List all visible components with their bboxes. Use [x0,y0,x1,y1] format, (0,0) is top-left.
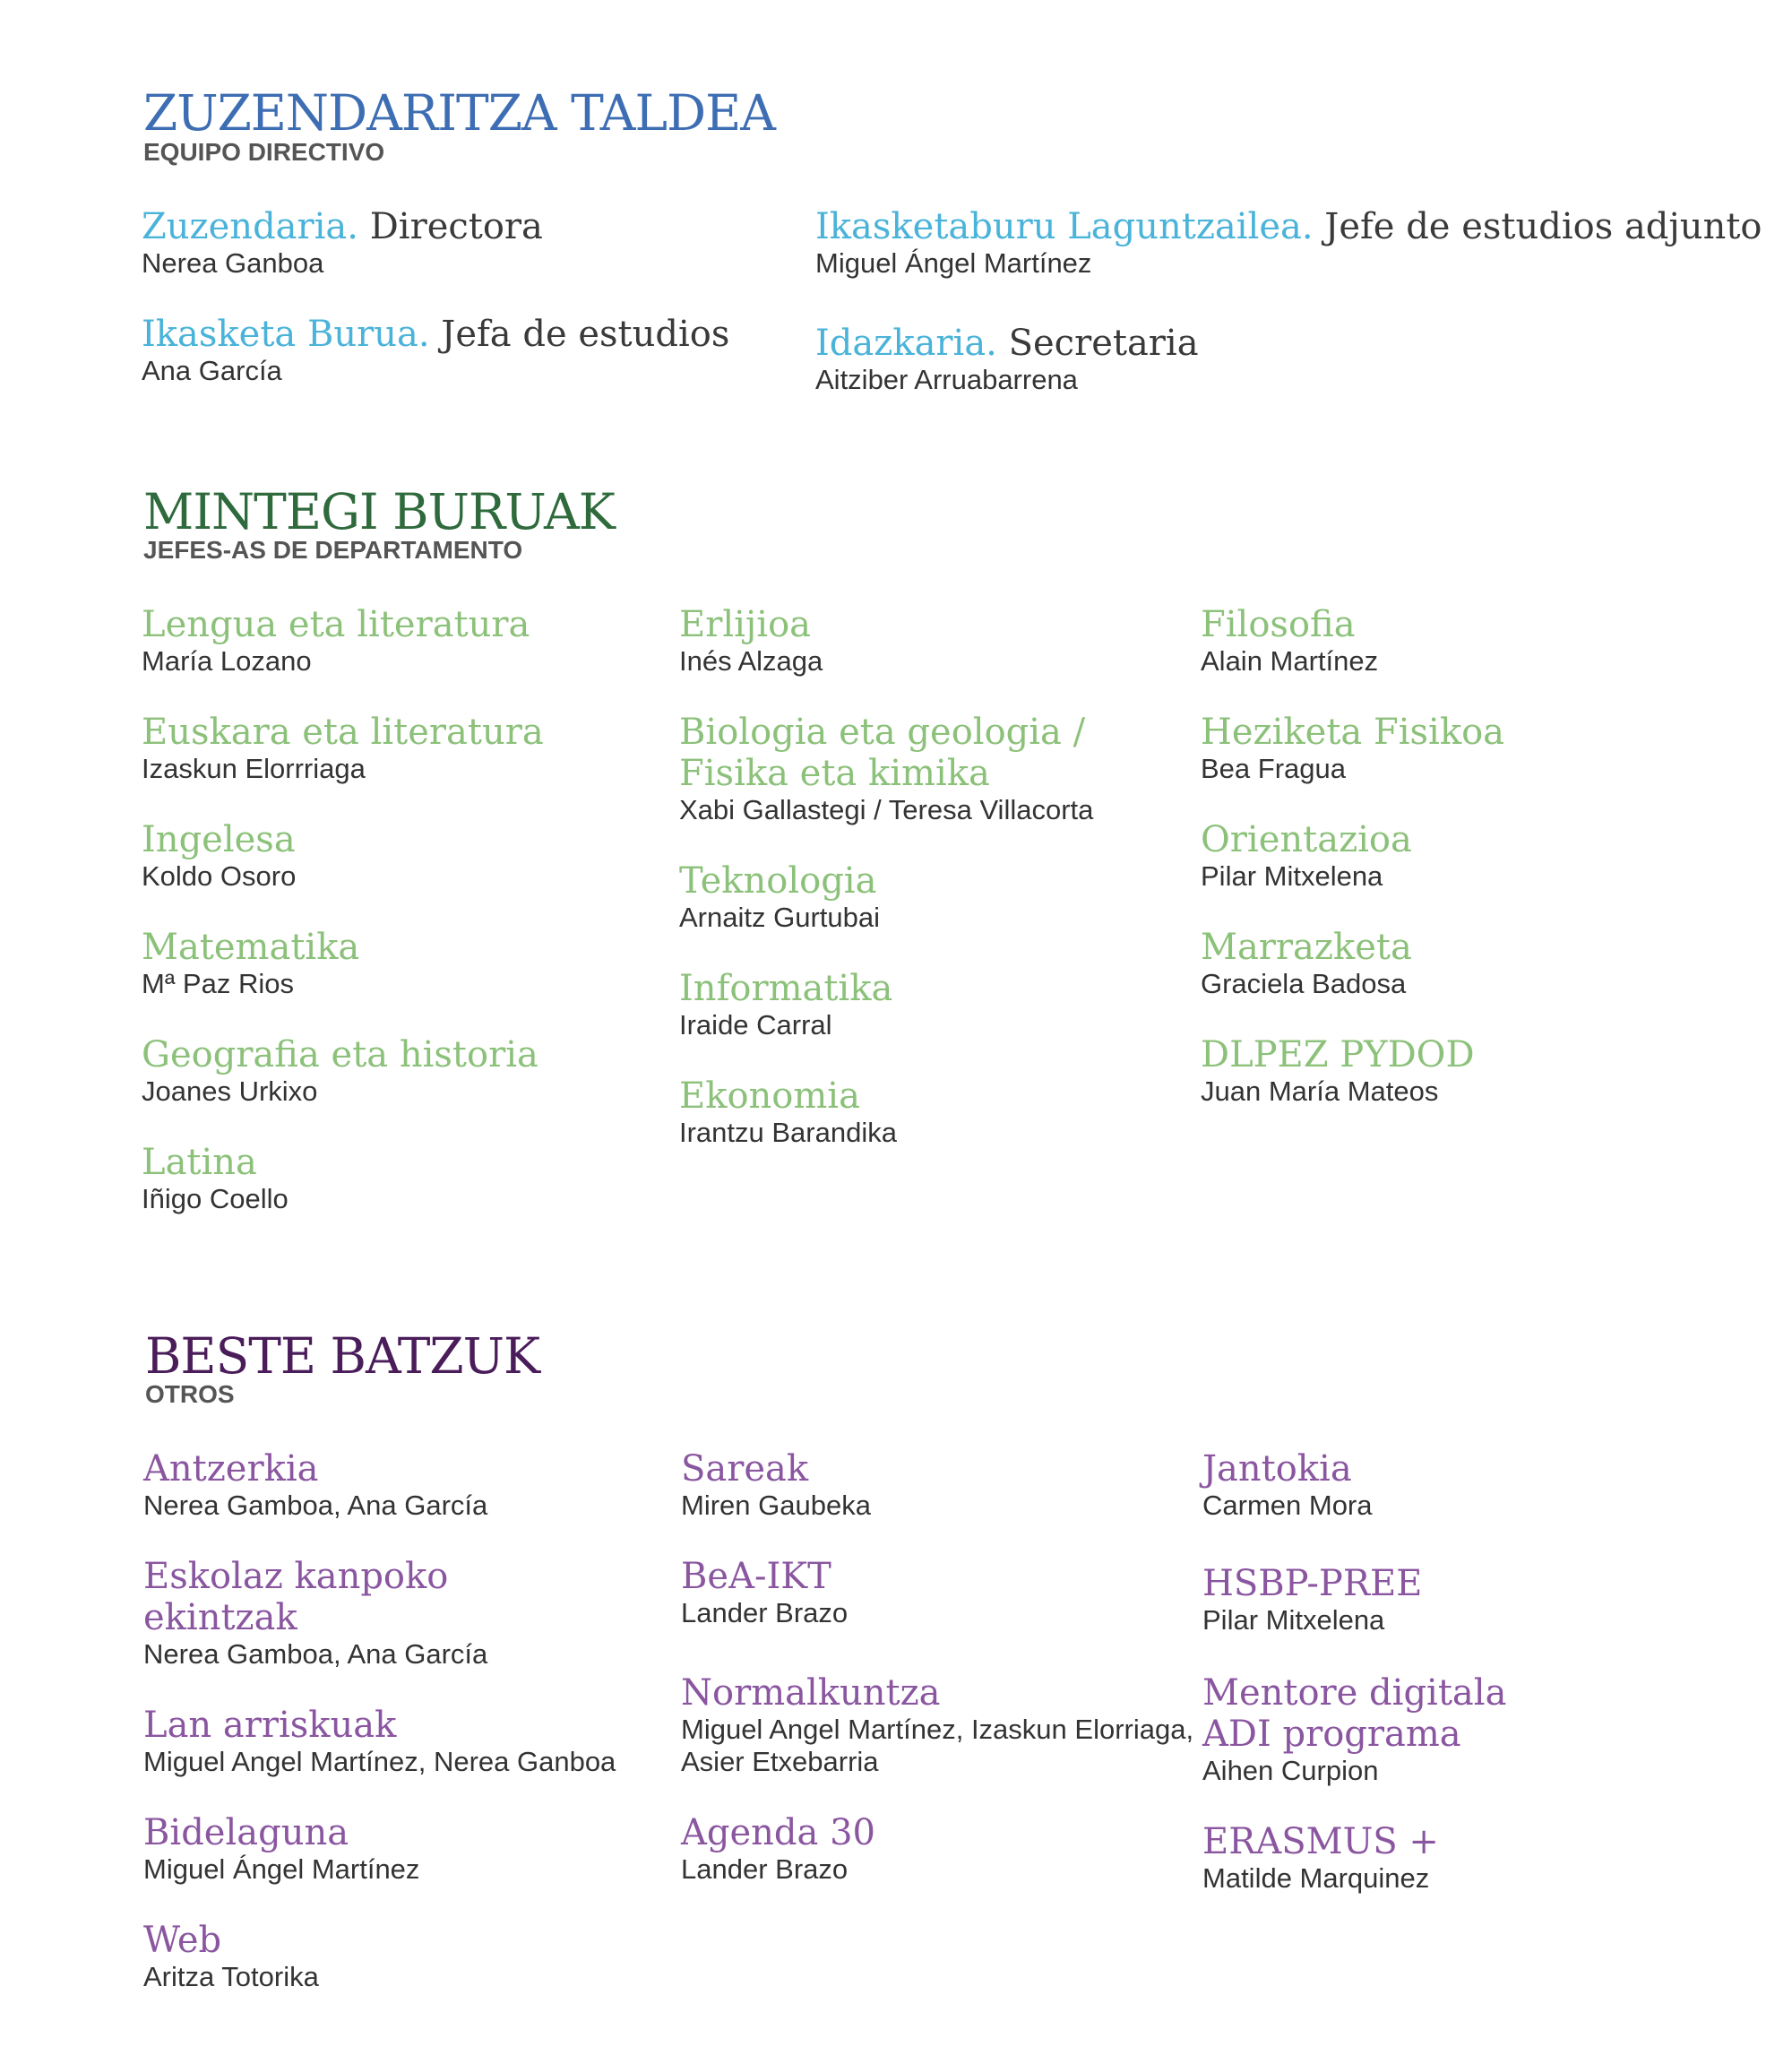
department-subject: Teknologia [679,860,877,902]
other-label: Normalkuntza [681,1672,941,1714]
role-es: Secretaria [1008,323,1199,364]
department-head: Iñigo Coello [142,1183,289,1214]
department-subject: Informatika [679,968,893,1009]
directive-item-director [142,206,543,280]
other-label: Antzerkia [143,1448,319,1490]
department-item [679,1075,897,1149]
other-label: Bidelaguna [143,1812,349,1853]
others-subtitle: OTROS [145,1380,235,1408]
other-label-line2: ekintzak [143,1597,297,1638]
department-head: Xabi Gallastegi / Teresa Villacorta [679,794,1094,825]
other-label: Eskolaz kanpoko [143,1556,449,1597]
department-subject-line2: Fisika eta kimika [679,753,990,794]
department-head: Mª Paz Rios [142,968,294,999]
other-label: Mentore digitala [1202,1672,1507,1714]
other-people: Miren Gaubeka [681,1490,871,1521]
department-head: Joanes Urkixo [142,1075,318,1107]
other-label: Web [143,1920,222,1961]
other-label-line2: ADI programa [1202,1714,1461,1755]
department-head: Bea Fragua [1201,753,1346,784]
department-subject: DLPEZ PYDOD [1201,1034,1475,1075]
other-people: Nerea Gamboa, Ana García [143,1638,488,1670]
directive-item-secretary [815,323,1199,396]
department-head: Koldo Osoro [142,860,297,892]
other-item [143,1812,419,1886]
department-item [679,604,823,678]
other-people: Lander Brazo [681,1853,849,1885]
person-name: Ana García [142,355,282,386]
department-head: Inés Alzaga [679,645,823,677]
directive-item-deputy-head [815,206,1762,280]
department-item [1201,1034,1475,1108]
department-head: Izaskun Elorrriaga [142,753,366,784]
other-label: BeA-IKT [681,1556,831,1597]
other-label: HSBP-PREE [1202,1563,1423,1604]
other-item [681,1556,848,1629]
departments-title: MINTEGI BURUAK [143,483,615,540]
departments-subtitle: JEFES-AS DE DEPARTAMENTO [143,536,523,564]
other-people-line2: Asier Etxebarria [681,1746,879,1777]
other-people: Miguel Ángel Martínez [143,1853,420,1885]
role-eu: Ikasketa Burua. [142,314,430,355]
other-item [1202,1563,1422,1637]
directive-subtitle: EQUIPO DIRECTIVO [143,138,385,166]
department-subject: Biologia eta geologia / [679,712,1086,753]
other-people: Lander Brazo [681,1597,849,1628]
department-subject: Heziketa Fisikoa [1201,712,1505,753]
other-item [143,1556,487,1671]
department-item [1201,819,1412,893]
department-subject: Lengua eta literatura [142,604,530,645]
department-head: María Lozano [142,645,312,677]
department-item [142,927,359,1000]
department-head: Arnaitz Gurtubai [679,902,880,933]
department-item [142,1034,538,1108]
other-people: Nerea Gamboa, Ana García [143,1490,488,1521]
department-subject: Ingelesa [142,819,296,860]
department-subject: Orientazioa [1201,819,1412,860]
other-people: Miguel Angel Martínez, Nerea Ganboa [143,1746,616,1777]
other-item [1202,1448,1373,1522]
person-name: Miguel Ángel Martínez [815,247,1092,279]
other-label: ERASMUS + [1202,1821,1439,1862]
others-title: BESTE BATZUK [145,1327,540,1385]
directive-title: ZUZENDARITZA TALDEA [143,84,775,142]
other-item [143,1448,487,1522]
department-head: Graciela Badosa [1201,968,1407,999]
other-people: Aritza Totorika [143,1961,319,1992]
other-label: Jantokia [1202,1448,1352,1490]
other-label: Sareak [681,1448,809,1490]
department-item [1201,712,1504,785]
department-item [679,860,880,934]
department-subject: Euskara eta literatura [142,712,544,753]
department-item [679,968,892,1041]
department-item [679,712,1093,826]
department-head: Pilar Mitxelena [1201,860,1383,892]
role-es: Jefa de estudios [441,314,730,355]
role-es: Directora [369,206,543,247]
role-eu: Idazkaria. [815,323,997,364]
other-item [143,1920,319,1993]
other-item [681,1672,1193,1778]
role-es: Jefe de estudios adjunto [1324,206,1762,247]
department-item [142,712,544,785]
other-label: Agenda 30 [681,1812,875,1853]
department-subject: Latina [142,1142,257,1183]
role-eu: Zuzendaria. [142,206,358,247]
department-item [1201,604,1378,678]
person-name: Nerea Ganboa [142,247,324,279]
department-item [142,1142,289,1215]
department-subject: Filosofia [1201,604,1356,645]
other-item [143,1705,616,1778]
department-subject: Marrazketa [1201,927,1412,968]
department-item [142,604,530,678]
department-subject: Geografia eta historia [142,1034,538,1075]
other-people: Miguel Angel Martínez, Izaskun Elorriaga, [681,1714,1194,1745]
department-subject: Ekonomia [679,1075,860,1117]
department-head: Iraide Carral [679,1009,832,1041]
department-head: Irantzu Barandika [679,1117,897,1148]
department-subject: Matematika [142,927,360,968]
department-item [1201,927,1412,1000]
other-people: Pilar Mitxelena [1202,1604,1385,1636]
person-name: Aitziber Arruabarrena [815,364,1078,395]
other-item [1202,1821,1439,1895]
other-people: Carmen Mora [1202,1490,1373,1521]
department-head: Juan María Mateos [1201,1075,1439,1107]
other-label: Lan arriskuak [143,1705,397,1746]
other-item [681,1448,871,1522]
other-people: Matilde Marquinez [1202,1862,1430,1894]
department-item [142,819,296,893]
role-eu: Ikasketaburu Laguntzailea. [815,206,1314,247]
other-people: Aihen Curpion [1202,1755,1379,1786]
directive-item-head-of-studies [142,314,729,387]
department-head: Alain Martínez [1201,645,1379,677]
other-item [681,1812,875,1886]
department-subject: Erlijioa [679,604,812,645]
other-item [1202,1672,1506,1787]
